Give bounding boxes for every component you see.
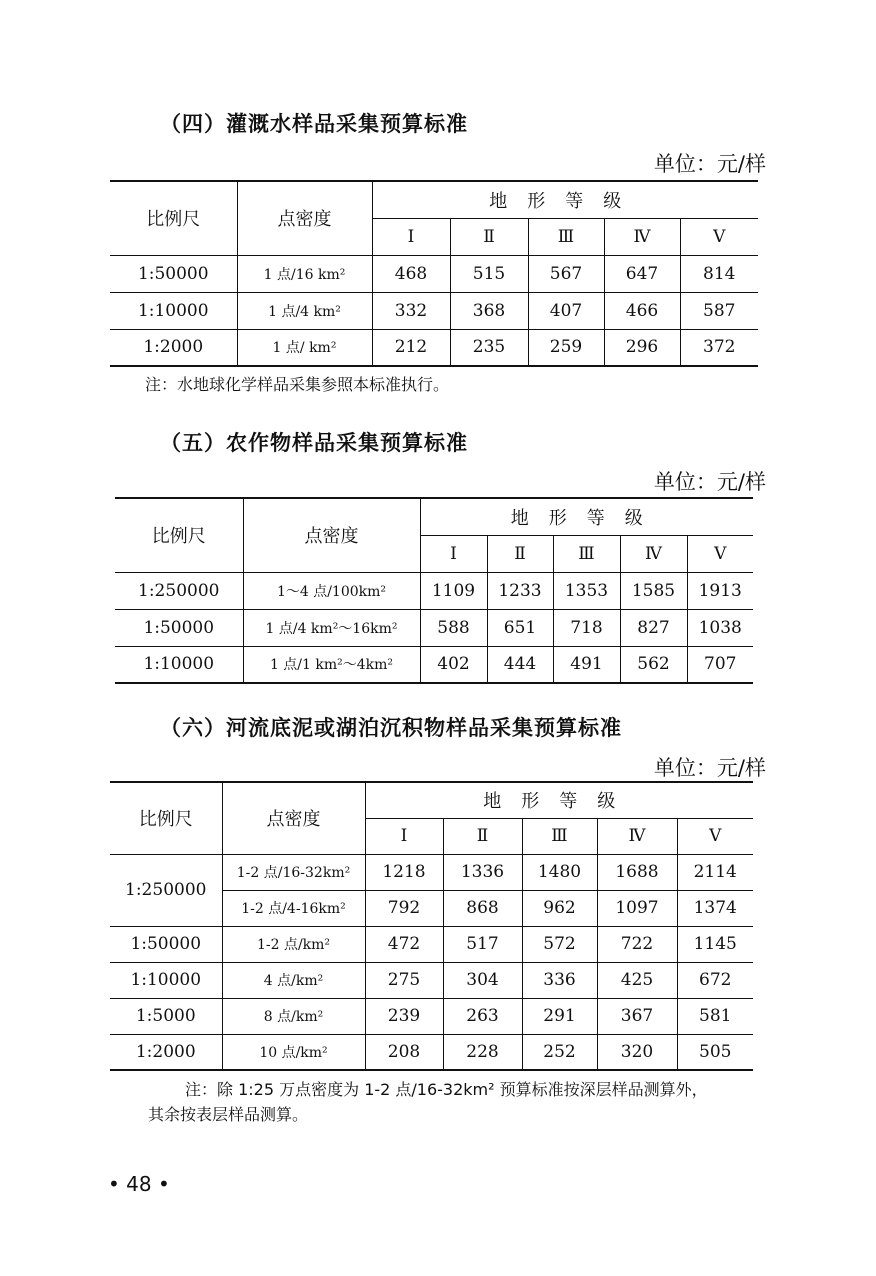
table-row (115, 572, 753, 609)
value-cell: 868 (443, 890, 522, 926)
scale-cell: 1:50000 (110, 926, 222, 962)
value-cell: 208 (365, 1034, 443, 1070)
header-grade: Ⅳ (597, 818, 677, 854)
value-cell: 515 (450, 255, 528, 292)
header-scale: 比例尺 (115, 498, 243, 572)
header-density: 点密度 (222, 782, 365, 854)
header-grade: Ⅲ (553, 535, 620, 572)
density-cell: 1 点/ km² (237, 329, 372, 366)
value-cell: 367 (597, 998, 677, 1034)
density-cell: 1 点/4 km² (237, 292, 372, 329)
value-cell: 368 (450, 292, 528, 329)
section-4-unit: 单位：元/样 (653, 152, 766, 176)
table-row (110, 255, 758, 292)
value-cell: 672 (677, 962, 753, 998)
header-grade: Ⅰ (420, 535, 487, 572)
value-cell: 1109 (420, 572, 487, 609)
density-cell: 1～4 点/100km² (243, 572, 420, 609)
value-cell: 372 (680, 329, 758, 366)
section-5-title: （五）农作物样品采集预算标准 (160, 431, 468, 455)
value-cell: 425 (597, 962, 677, 998)
table-row (110, 926, 753, 962)
value-cell: 466 (604, 292, 680, 329)
value-cell: 491 (553, 646, 620, 683)
value-cell: 651 (487, 609, 553, 646)
crop-sample-table (115, 497, 753, 684)
value-cell: 468 (372, 255, 450, 292)
value-cell: 588 (420, 609, 487, 646)
value-cell: 332 (372, 292, 450, 329)
header-density: 点密度 (237, 181, 372, 255)
value-cell: 1585 (620, 572, 687, 609)
value-cell: 647 (604, 255, 680, 292)
value-cell: 291 (522, 998, 597, 1034)
header-grade: Ⅲ (528, 218, 604, 255)
value-cell: 962 (522, 890, 597, 926)
section-4-title: （四）灌溉水样品采集预算标准 (160, 112, 468, 136)
value-cell: 517 (443, 926, 522, 962)
value-cell: 235 (450, 329, 528, 366)
value-cell: 1233 (487, 572, 553, 609)
value-cell: 472 (365, 926, 443, 962)
value-cell: 444 (487, 646, 553, 683)
header-terrain: 地形等级 (372, 181, 758, 218)
density-cell: 10 点/km² (222, 1034, 365, 1070)
header-scale: 比例尺 (110, 782, 222, 854)
value-cell: 567 (528, 255, 604, 292)
value-cell: 718 (553, 609, 620, 646)
value-cell: 1374 (677, 890, 753, 926)
header-grade: Ⅴ (687, 535, 753, 572)
value-cell: 1336 (443, 854, 522, 890)
header-scale: 比例尺 (110, 181, 237, 255)
density-cell: 1-2 点/16-32km² (222, 854, 365, 890)
scale-cell: 1:5000 (110, 998, 222, 1034)
value-cell: 263 (443, 998, 522, 1034)
scale-cell: 1:10000 (115, 646, 243, 683)
header-grade: Ⅴ (680, 218, 758, 255)
header-grade: Ⅱ (487, 535, 553, 572)
table-row (110, 1034, 753, 1070)
value-cell: 572 (522, 926, 597, 962)
density-cell: 4 点/km² (222, 962, 365, 998)
value-cell: 722 (597, 926, 677, 962)
value-cell: 827 (620, 609, 687, 646)
density-cell: 8 点/km² (222, 998, 365, 1034)
value-cell: 320 (597, 1034, 677, 1070)
value-cell: 1480 (522, 854, 597, 890)
header-terrain: 地形等级 (420, 498, 753, 535)
section-5-unit: 单位：元/样 (653, 470, 766, 494)
sediment-sample-table (110, 781, 753, 1071)
header-grade: Ⅰ (365, 818, 443, 854)
table-row (115, 609, 753, 646)
scale-cell: 1:10000 (110, 962, 222, 998)
density-cell: 1 点/4 km²～16km² (243, 609, 420, 646)
section-6-unit: 单位：元/样 (653, 756, 766, 780)
value-cell: 275 (365, 962, 443, 998)
scale-cell: 1:250000 (115, 572, 243, 609)
table-row (110, 854, 753, 890)
scale-cell: 1:50000 (110, 255, 237, 292)
header-density: 点密度 (243, 498, 420, 572)
value-cell: 1688 (597, 854, 677, 890)
value-cell: 239 (365, 998, 443, 1034)
value-cell: 228 (443, 1034, 522, 1070)
value-cell: 562 (620, 646, 687, 683)
density-cell: 1 点/16 km² (237, 255, 372, 292)
value-cell: 296 (604, 329, 680, 366)
value-cell: 1353 (553, 572, 620, 609)
value-cell: 1038 (687, 609, 753, 646)
value-cell: 212 (372, 329, 450, 366)
scale-cell: 1:2000 (110, 329, 237, 366)
header-grade: Ⅴ (677, 818, 753, 854)
table-row (110, 292, 758, 329)
table-row (110, 998, 753, 1034)
header-grade: Ⅱ (443, 818, 522, 854)
density-cell: 1-2 点/4-16km² (222, 890, 365, 926)
value-cell: 1097 (597, 890, 677, 926)
value-cell: 792 (365, 890, 443, 926)
value-cell: 581 (677, 998, 753, 1034)
section-6-note-line1: 注：除 1:25 万点密度为 1-2 点/16-32km² 预算标准按深层样品测算外， (185, 1080, 708, 1099)
value-cell: 1145 (677, 926, 753, 962)
value-cell: 407 (528, 292, 604, 329)
value-cell: 707 (687, 646, 753, 683)
section-4-note: 注：水地球化学样品采集参照本标准执行。 (145, 375, 450, 394)
value-cell: 2114 (677, 854, 753, 890)
scale-cell: 1:250000 (110, 854, 222, 926)
table-row (110, 962, 753, 998)
section-6-note-line2: 其余按表层样品测算。 (148, 1105, 309, 1124)
value-cell: 402 (420, 646, 487, 683)
value-cell: 252 (522, 1034, 597, 1070)
header-grade: Ⅰ (372, 218, 450, 255)
value-cell: 1218 (365, 854, 443, 890)
value-cell: 505 (677, 1034, 753, 1070)
header-grade: Ⅲ (522, 818, 597, 854)
section-6-title: （六）河流底泥或湖泊沉积物样品采集预算标准 (160, 716, 622, 740)
scale-cell: 1:2000 (110, 1034, 222, 1070)
table-row (115, 646, 753, 683)
density-cell: 1 点/1 km²～4km² (243, 646, 420, 683)
page-number: • 48 • (108, 1172, 170, 1196)
value-cell: 259 (528, 329, 604, 366)
value-cell: 814 (680, 255, 758, 292)
header-grade: Ⅳ (604, 218, 680, 255)
value-cell: 1913 (687, 572, 753, 609)
scale-cell: 1:50000 (115, 609, 243, 646)
scale-cell: 1:10000 (110, 292, 237, 329)
density-cell: 1-2 点/km² (222, 926, 365, 962)
header-terrain: 地形等级 (365, 782, 753, 818)
table-row (110, 329, 758, 366)
irrigation-water-table (110, 180, 758, 367)
value-cell: 304 (443, 962, 522, 998)
value-cell: 587 (680, 292, 758, 329)
value-cell: 336 (522, 962, 597, 998)
header-grade: Ⅳ (620, 535, 687, 572)
header-grade: Ⅱ (450, 218, 528, 255)
